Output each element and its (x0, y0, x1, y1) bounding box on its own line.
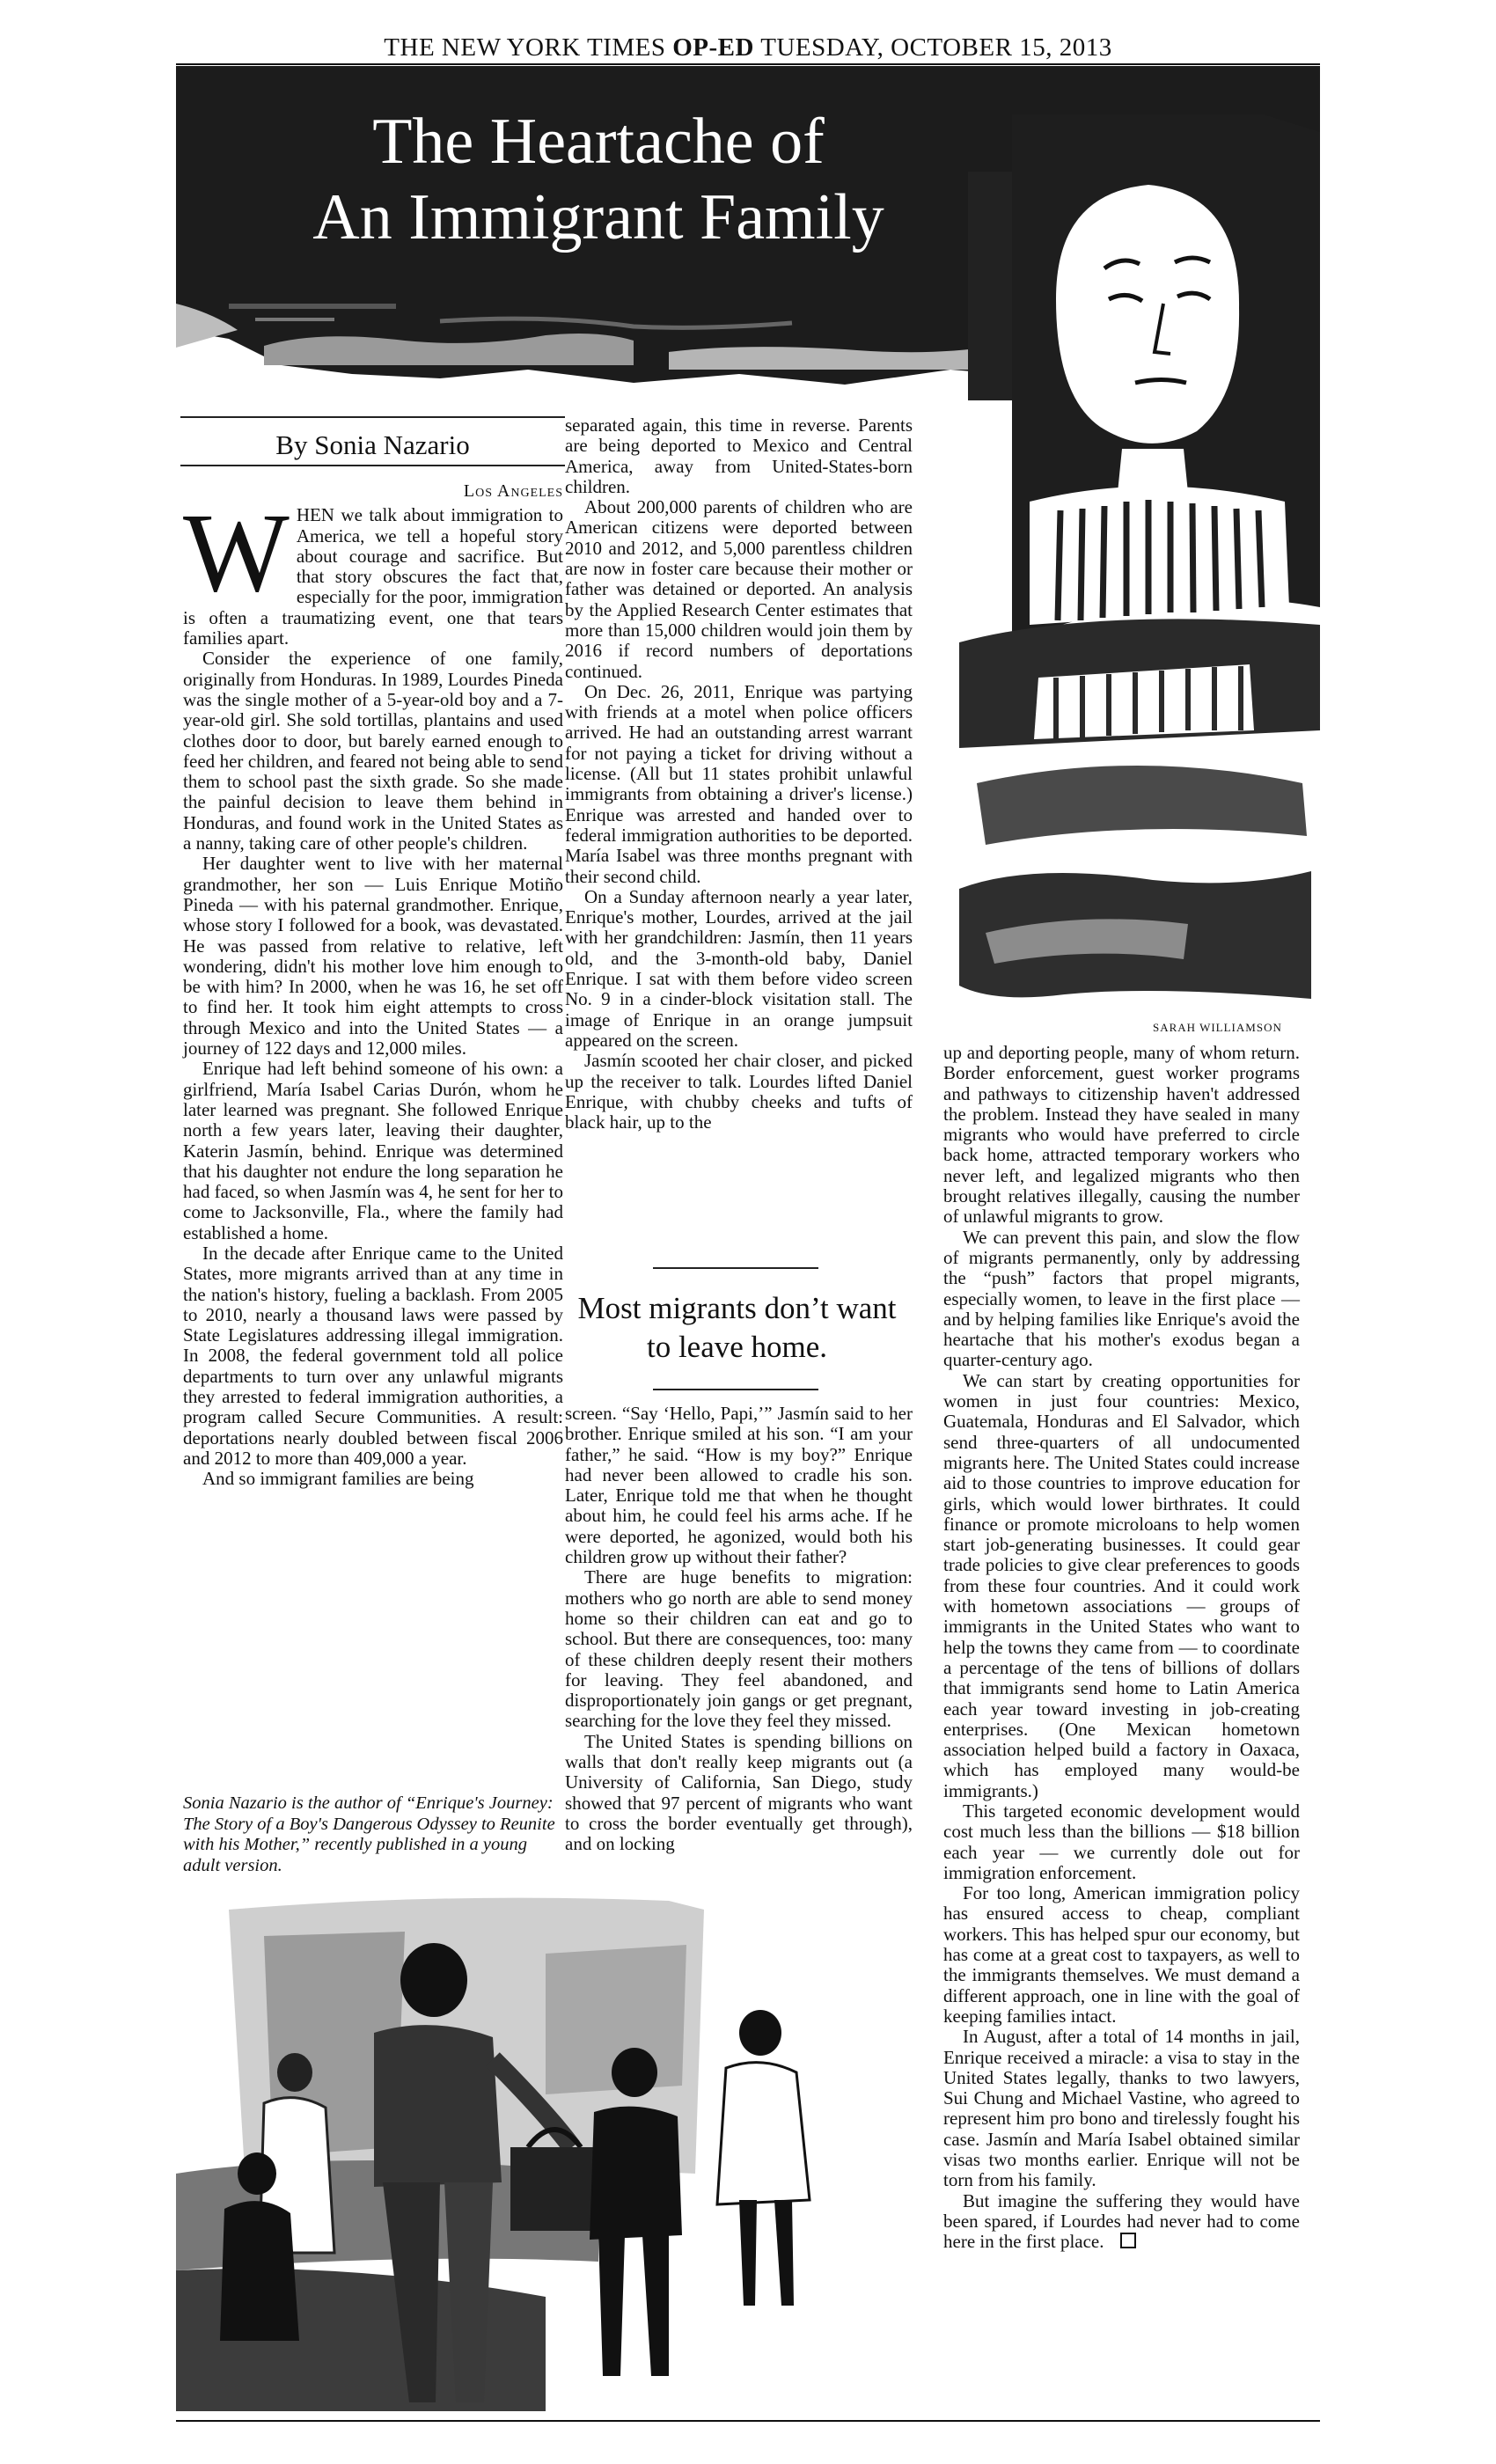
paragraph: For too long, American immigration policy has ensured access to cheap, compliant workers. This has helped spur our economy, but has come at a great cost to taxpayers, as well to the immigrants themselves. We must demand a different approach, one in line with the goal of keeping families intact. (943, 1882, 1300, 2027)
dateline: Los Angeles (463, 481, 563, 501)
masthead-date: TUESDAY, OCTOBER 15, 2013 (760, 33, 1112, 62)
paragraph: up and deporting people, many of whom return. Border enforcement, guest worker programs and pathways to citizenship haven't addressed the problem. Instead they have sealed in many migrants who would have preferred to circle back home, attracted temporary workers who never left, and legalized migrants who then brought relatives illegally, causing the number of unlawful migrants to grow. (943, 1042, 1300, 1228)
paragraph: In the decade after Enrique came to the United States, more migrants arrived than at any time in the nation's history, fueling a backlash. From 2005 to 2010, nearly a thousand laws were passed by State Legislatures addressing illegal immigration. In 2008, the federal government told all police departments to turn over any unlawful migrants they arrested to federal immigration authorities, a program called Secure Communities. A result: deportations nearly doubled between fiscal 2006 and 2012 to more than 409,000 a year. (183, 1242, 563, 1469)
bottom-rule (176, 2420, 1320, 2422)
author-bio: Sonia Nazario is the author of “Enrique's Journey: The Story of a Boy's Dangerous Odyssey to Reunite with his Mother,” recently published in a young adult version. (183, 1793, 555, 1875)
byline-rule-top (180, 416, 565, 418)
article-column-3 (943, 1043, 1300, 2253)
closing-paragraph (943, 2191, 1300, 2253)
paragraph: Enrique had left behind someone of his own: a girlfriend, María Isabel Carias Durón, whom he later learned was pregnant. She followed Enrique north a few years later, leaving their daughter, Katerin Jasmín, behind. Enrique was determined that his daughter not endure the long separation he had faced, so when Jasmín was 4, he sent for her to come to Jacksonville, Fla., where the family had established a home. (183, 1058, 563, 1243)
paragraph: We can start by creating opportunities for women in just four countries: Mexico, Guatemala, Honduras and El Salvador, which send three-quarters of all undocumented migrants here. The United States could increase aid to those countries to improve education for girls, which would lower birthrates. It could finance or promote microloans to help women start job-generating businesses. It could gear trade policies to give clear preferences to goods from these four countries. And it could work with hometown associations — groups of immigrants in the United States who want to help the towns they came from — to coordinate a percentage of the tens of billions of dollars that immigrants send home to Latin America each year toward investing in job-creating enterprises. (One Mexican hometown association helped build a factory in Oaxaca, which has employed many would-be immigrants.) (943, 1369, 1300, 1801)
paragraph: On Dec. 26, 2011, Enrique was partying with friends at a motel when police officers arrived. He had an outstanding arrest warrant for not paying a ticket for driving without a license. (All but 11 states prohibit unlawful immigrants from obtaining a driver's license.) Enrique was arrested and handed over to federal immigration authorities to be deported. María Isabel was three months pregnant with their second child. (565, 680, 913, 887)
paragraph: Jasmín scooted her chair closer, and picked up the receiver to talk. Lourdes lifted Daniel Enrique, with chubby cheeks and tufts of black hair, up to the (565, 1050, 913, 1133)
paragraph: On a Sunday afternoon nearly a year later, Enrique's mother, Lourdes, arrived at the jail with her grandchildren: Jasmín, then 11 years old, and the 3-month-old baby, Daniel Enrique. I sat with them before video screen No. 9 in a cinder-block visitation stall. The image of Enrique in an orange jumpsuit appeared on the screen. (565, 885, 913, 1051)
end-mark-icon (1120, 2233, 1136, 2248)
paragraph: In August, after a total of 14 months in jail, Enrique received a miracle: a visa to stay in the United States legally, thanks to two lawyers, Sui Chung and Michael Vastine, who agreed to represent him pro bono and tirelessly fought his case. Jasmín and María Isabel obtained similar visas two months earlier. Enrique will not be torn from his family. (943, 2026, 1300, 2191)
paragraph: separated again, this time in reverse. Parents are being deported to Mexico and Central America, away from United-States-born children. (565, 414, 913, 497)
pullquote-rule-top (653, 1267, 818, 1269)
woman-portrait-illustration (959, 114, 1320, 1003)
paragraph: screen. “Say ‘Hello, Papi,’” Jasmín said to her brother. Enrique smiled at his son. “I am your father,” he said. “How is my boy?” Enrique had never been allowed to cradle his son. Later, Enrique told me that when he thought about him, he could feel his arms ache. If he were deported, he agonized, would both his children grow up without their father? (565, 1403, 913, 1568)
article-column-2-top (565, 415, 913, 1133)
article-column-2-bottom (565, 1404, 913, 1855)
closing-text: But imagine the suffering they would have been spared, if Lourdes had never had to come here in the first place. (943, 2189, 1300, 2253)
headline-line-1: The Heartache of (372, 106, 825, 178)
paragraph: And so immigrant families are being (202, 1468, 474, 1490)
drop-cap: W (183, 490, 290, 616)
pullquote-rule-bottom (653, 1389, 818, 1390)
paragraph: The United States is spending billions on walls that don't really keep migrants out (a University of California, San Diego, study showed that 97 percent of migrants who want to cross the border eventually get through), and on locking (565, 1730, 913, 1855)
headline-line-2: An Immigrant Family (312, 181, 884, 253)
lead-text: HEN we talk about immigration to America, we tell a hopeful story about courage and sacrifice. But that story obscures the fact that, especially for the poor, immigration is often a traumatizing event, one that tears families apart. (183, 504, 563, 649)
article-column-1 (183, 481, 563, 1490)
paragraph: This targeted economic development would cost much less than the billions — $18 billion each year — we currently dole out for immigration enforcement. (943, 1800, 1300, 1883)
paragraph: Consider the experience of one family, originally from Honduras. In 1989, Lourdes Pineda was the single mother of a 5-year-old boy and a 7-year-old girl. She sold tortillas, plantains and used clothes door to door, but barely earned enough to feed her children, and feared not being able to send them to school past the sixth grade. So she made the painful decision to leave them behind in Honduras, and found work in the United States as a nanny, taking care of other people's children. (183, 648, 563, 854)
byline-rule-bottom (180, 465, 565, 466)
illustration-credit: SARAH WILLIAMSON (1153, 1021, 1282, 1034)
paragraph: About 200,000 parents of children who are American citizens were deported between 2010 and 2012, and 5,000 parentless children are now in foster care because their mother or father was detained or deported. An analysis by the Applied Research Center estimates that more than 15,000 children would join them by 2016 if record numbers of deportations continued. (565, 496, 913, 682)
paragraph: We can prevent this pain, and slow the flow of migrants permanently, only by addressing the “push” factors that propel migrants, especially women, to leave in the first place — and by helping families like Enrique's avoid the heartache that his mother's exodus began a quarter-century ago. (943, 1226, 1300, 1371)
paragraph: Her daughter went to live with her maternal grandmother, her son — Luis Enrique Motiño Pineda — with his paternal grandmother. Enrique, whose story I followed for a book, was devastated. He was passed from relative to relative, left wondering, didn't his mother love him enough to be with him? In 2000, when he was 16, he set off to find her. It took him eight attempts to cross through Mexico and into the United States — a journey of 122 days and 12,000 miles. (183, 853, 563, 1060)
headline (220, 104, 977, 255)
migrant-family-illustration (176, 1883, 933, 2411)
paragraph: There are huge benefits to migration: mothers who go north are able to send money home so their children can eat and go to school. But there are consequences, too: many of these children deeply resent their mothers for leaving. They feel abandoned, and disproportionately join gangs or get pregnant, searching for the love they feel they missed. (565, 1566, 913, 1732)
byline: By Sonia Nazario (275, 429, 470, 460)
masthead-rule (176, 63, 1320, 65)
pullquote: Most migrants don’t want to leave home. (577, 1291, 897, 1364)
masthead-section: OP-ED (672, 33, 754, 62)
masthead (176, 33, 1320, 62)
masthead-paper: THE NEW YORK TIMES (384, 33, 666, 62)
